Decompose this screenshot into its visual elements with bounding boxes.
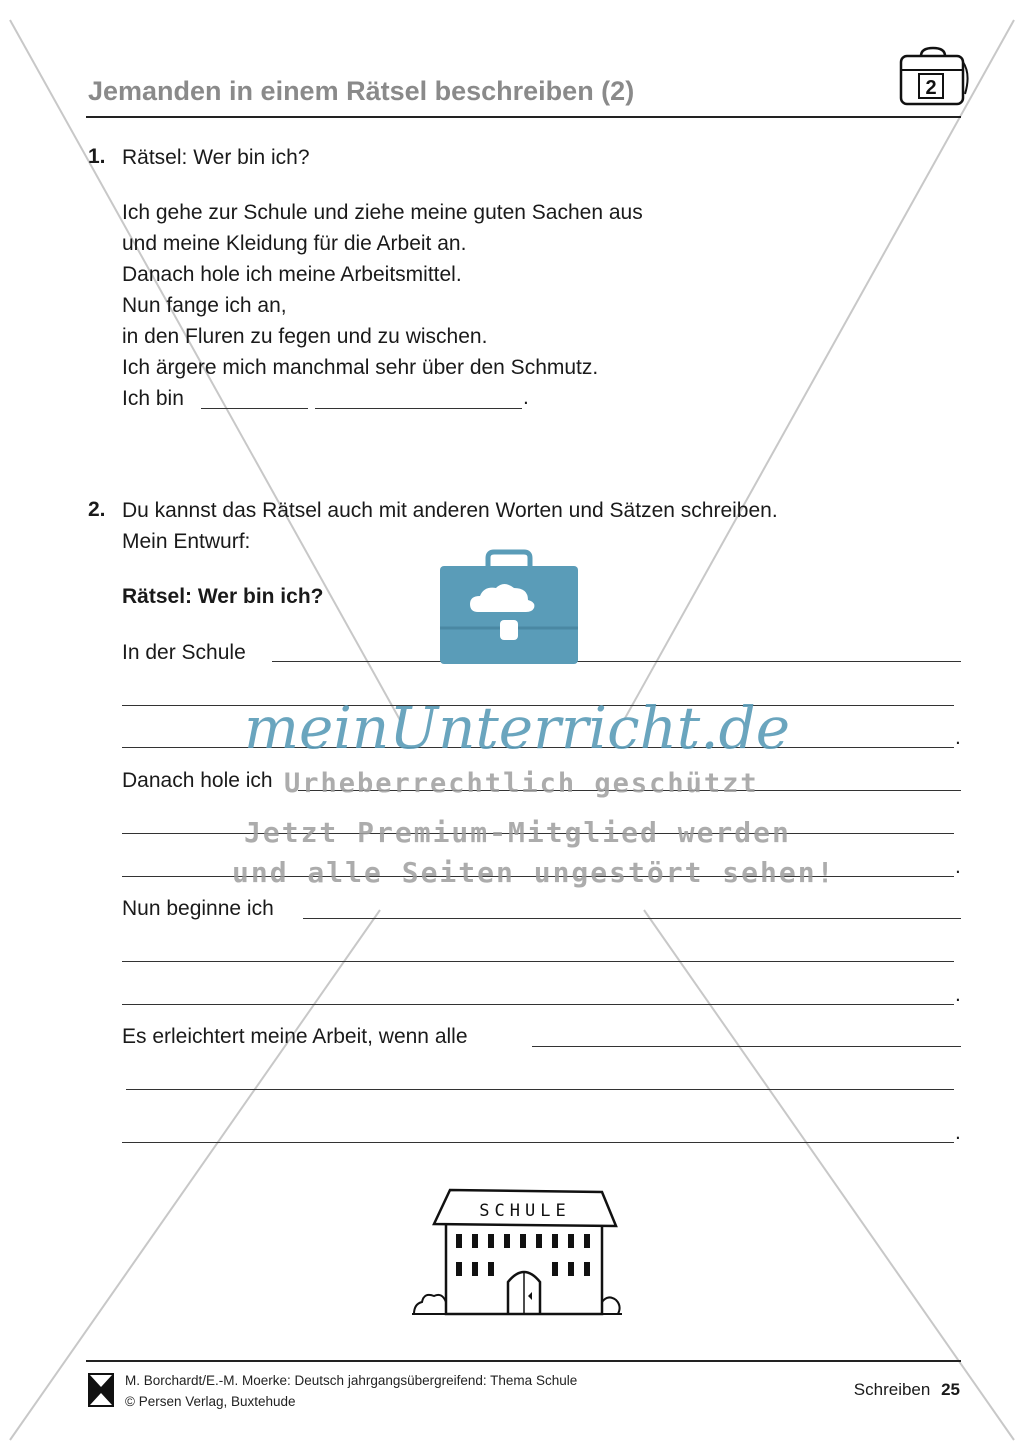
draft-label: Mein Entwurf: (122, 530, 251, 553)
footer-credit (125, 1370, 577, 1412)
watermark-schoolbag-icon (438, 548, 580, 666)
school-building-illustration (412, 1186, 622, 1320)
schoolbag-badge-icon (895, 44, 971, 108)
write-line[interactable] (303, 918, 961, 919)
watermark-brand: meinUnterricht.de (244, 694, 791, 762)
riddle-line: Ich ärgere mich manchmal sehr über den Schmutz. (122, 356, 599, 379)
badge-number: 2 (925, 77, 937, 99)
write-line[interactable] (532, 1046, 961, 1047)
write-line[interactable] (272, 661, 961, 662)
watermark-line-3: und alle Seiten ungestört sehen! (232, 856, 836, 889)
line-period: . (955, 1121, 961, 1144)
prompt-in-der-schule: In der Schule (122, 641, 246, 664)
riddle-line: in den Fluren zu fegen und zu wischen. (122, 325, 488, 348)
answer-period: . (523, 386, 529, 409)
footer-section: Schreiben (853, 1380, 931, 1399)
page-title: Jemanden in einem Rätsel beschreiben (2) (88, 76, 635, 106)
line-period: . (955, 855, 961, 878)
riddle-line: und meine Kleidung für die Arbeit an. (122, 232, 467, 255)
line-period: . (955, 983, 961, 1006)
footer-page-info (854, 1380, 960, 1400)
title-divider (86, 116, 961, 118)
riddle-line: Nun fange ich an, (122, 294, 287, 317)
write-line[interactable] (122, 961, 954, 962)
answer-blank-2[interactable] (315, 408, 522, 409)
draft-riddle-title: Rätsel: Wer bin ich? (122, 585, 324, 608)
watermark-line-2: Jetzt Premium-Mitglied werden (244, 816, 791, 849)
riddle-line: Ich gehe zur Schule und ziehe meine guten Sachen aus (122, 201, 643, 224)
write-line[interactable] (122, 1142, 954, 1143)
prompt-nun-beginne-ich: Nun beginne ich (122, 897, 274, 920)
answer-blank-1[interactable] (201, 408, 308, 409)
task-1-number: 1. (88, 145, 106, 168)
page-number: 25 (941, 1380, 960, 1399)
riddle-line: Danach hole ich meine Arbeitsmittel. (122, 263, 462, 286)
watermark-line-1: Urheberrechtlich geschützt (284, 768, 759, 799)
answer-prefix: Ich bin (122, 387, 184, 410)
task-2-number: 2. (88, 498, 106, 521)
persen-logo-text: Persen (90, 1388, 112, 1394)
line-period: . (955, 726, 961, 749)
footer-divider (86, 1360, 961, 1362)
riddle-text (122, 197, 643, 383)
write-line[interactable] (126, 1089, 954, 1090)
prompt-es-erleichtert: Es erleichtert meine Arbeit, wenn alle (122, 1025, 468, 1048)
school-sign-text: SCHULE (479, 1201, 571, 1221)
prompt-danach-hole-ich: Danach hole ich (122, 769, 273, 792)
footer-credit-line-1: M. Borchardt/E.-M. Moerke: Deutsch jahrgangsübergreifend: Thema Schule (125, 1373, 578, 1388)
persen-logo (88, 1373, 114, 1407)
task-2-instruction: Du kannst das Rätsel auch mit anderen Worten und Sätzen schreiben. (122, 499, 778, 522)
write-line[interactable] (122, 1004, 954, 1005)
task-1-heading: Rätsel: Wer bin ich? (122, 146, 310, 169)
footer-credit-line-2: © Persen Verlag, Buxtehude (125, 1394, 296, 1409)
